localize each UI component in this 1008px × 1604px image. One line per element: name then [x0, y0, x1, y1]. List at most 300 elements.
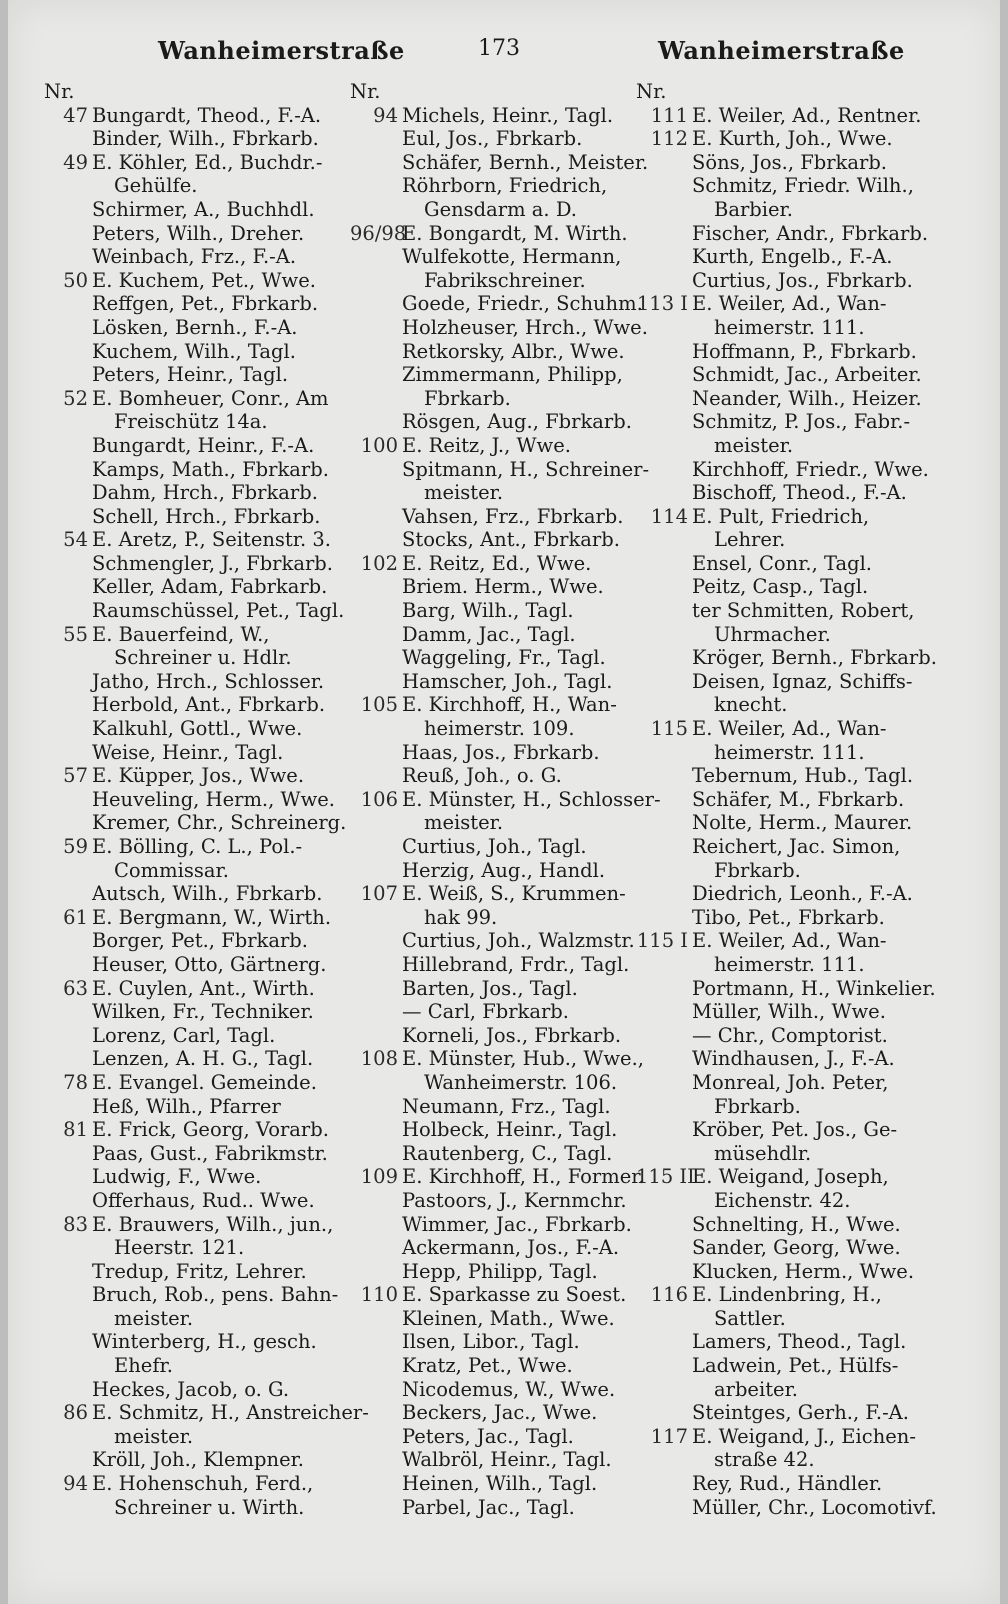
resident-entry: Schmengler, J., Fbrkarb.: [92, 551, 333, 575]
house-number: [636, 575, 692, 599]
list-item: [350, 1307, 650, 1331]
resident-entry: Peitz, Casp., Tagl.: [692, 575, 869, 599]
house-number: [350, 599, 402, 623]
list-item: [44, 151, 354, 175]
list-item: [350, 1260, 650, 1284]
page-header: [8, 30, 1000, 70]
list-item: [636, 859, 956, 883]
list-item: [636, 693, 956, 717]
house-number: [350, 1189, 402, 1213]
house-number: [350, 575, 402, 599]
resident-entry: Rautenberg, C., Tagl.: [402, 1141, 613, 1165]
resident-entry: Keller, Adam, Fabrkarb.: [92, 575, 328, 599]
house-number: [44, 599, 92, 623]
list-item: [350, 127, 650, 151]
house-number: 110: [360, 1283, 398, 1307]
house-number: [636, 410, 692, 434]
list-item: [636, 835, 956, 859]
house-number: [636, 977, 692, 1001]
house-number: [636, 481, 692, 505]
house-number: [636, 1071, 692, 1095]
house-number: [44, 1189, 92, 1213]
house-number: [350, 1095, 402, 1119]
list-item: [636, 1071, 956, 1095]
house-number: 113 I: [636, 292, 688, 316]
house-number: 61: [63, 905, 88, 929]
list-item: [44, 127, 354, 151]
list-item: [350, 1047, 650, 1071]
house-number: 52: [63, 386, 88, 410]
house-number: [44, 670, 92, 694]
resident-entry: Freischütz 14a.: [114, 410, 268, 434]
resident-entry: ter Schmitten, Robert,: [692, 599, 915, 623]
resident-entry: E. Evangel. Gemeinde.: [92, 1070, 317, 1094]
list-item: [44, 458, 354, 482]
house-number: 57: [63, 764, 88, 788]
resident-entry: Barg, Wilh., Tagl.: [402, 599, 574, 623]
house-number: 50: [63, 268, 88, 292]
list-item: [44, 1213, 354, 1237]
house-number: [44, 1330, 92, 1354]
resident-entry: Parbel, Jac., Tagl.: [402, 1495, 575, 1519]
list-item: [350, 906, 650, 930]
resident-entry: Heuveling, Herm., Wwe.: [92, 787, 335, 811]
house-number: [44, 410, 92, 434]
house-number: 107: [360, 882, 398, 906]
list-item: [636, 151, 956, 175]
list-item: [44, 1118, 354, 1142]
list-item: [350, 1378, 650, 1402]
resident-entry: Lenzen, A. H. G., Tagl.: [92, 1047, 314, 1071]
list-item: [636, 811, 956, 835]
column-heading: Nr.: [636, 80, 667, 103]
resident-entry: Curtius, Joh., Walzmstr.: [402, 929, 635, 953]
resident-entry: Retkorsky, Albr., Wwe.: [402, 339, 625, 363]
house-number: 78: [63, 1070, 88, 1094]
list-item: [350, 198, 650, 222]
resident-entry: Kröger, Bernh., Fbrkarb.: [692, 646, 937, 670]
resident-entry: Rey, Rud., Händler.: [692, 1472, 883, 1496]
resident-entry: Weinbach, Frz., F.-A.: [92, 245, 297, 269]
resident-entry: E. Weiler, Ad., Wan-: [692, 717, 887, 741]
list-item: [350, 505, 650, 529]
resident-entry: Wilken, Fr., Techniker.: [92, 1000, 314, 1024]
house-number: [350, 410, 402, 434]
house-number: [44, 552, 92, 576]
resident-entry: heimerstr. 109.: [424, 717, 575, 741]
house-number: [350, 1142, 402, 1166]
house-number: [636, 1496, 692, 1520]
house-number: [44, 1283, 92, 1307]
list-item: [636, 458, 956, 482]
list-item: [44, 882, 354, 906]
house-number: [636, 198, 692, 222]
house-number: [636, 623, 692, 647]
house-number: [44, 1165, 92, 1189]
list-item: [44, 1472, 354, 1496]
column-1: [44, 80, 369, 1519]
list-item: [44, 198, 354, 222]
house-number: [44, 646, 92, 670]
house-number: [44, 1260, 92, 1284]
list-item: [636, 741, 956, 765]
resident-entry: Offerhaus, Rud.. Wwe.: [92, 1188, 315, 1212]
list-item: [636, 1000, 956, 1024]
resident-entry: Winterberg, H., gesch.: [92, 1330, 317, 1354]
house-number: [44, 363, 92, 387]
resident-entry: Ensel, Conr., Tagl.: [692, 551, 873, 575]
resident-entry: Schmitz, P. Jos., Fabr.-: [692, 410, 911, 434]
resident-entry: Heinen, Wilh., Tagl.: [402, 1472, 598, 1496]
resident-entry: Kuchem, Wilh., Tagl.: [92, 339, 296, 363]
resident-entry: Bungardt, Heinr., F.-A.: [92, 433, 315, 457]
list-item: [44, 741, 354, 765]
list-item: [350, 174, 650, 198]
list-item: [350, 1000, 650, 1024]
list-item: [44, 410, 354, 434]
resident-entry: Fbrkarb.: [714, 858, 801, 882]
resident-entry: Peters, Wilh., Dreher.: [92, 221, 305, 245]
house-number: [350, 1472, 402, 1496]
house-number: [44, 245, 92, 269]
list-item: [44, 623, 354, 647]
house-number: [350, 316, 402, 340]
house-number: [350, 151, 402, 175]
house-number: [350, 859, 402, 883]
list-item: [350, 741, 650, 765]
house-number: 105: [360, 693, 398, 717]
list-item: [636, 670, 956, 694]
resident-entry: Schmitz, Friedr. Wilh.,: [692, 174, 914, 198]
list-item: [350, 599, 650, 623]
house-number: [350, 835, 402, 859]
house-number: [636, 1047, 692, 1071]
list-item: [636, 363, 956, 387]
list-item: [350, 481, 650, 505]
resident-entry: Binder, Wilh., Fbrkarb.: [92, 127, 319, 151]
house-number: [636, 222, 692, 246]
house-number: [350, 505, 402, 529]
resident-entry: Hoffmann, P., Fbrkarb.: [692, 339, 917, 363]
house-number: [350, 1307, 402, 1331]
list-item: [350, 316, 650, 340]
house-number: [44, 340, 92, 364]
list-item: [636, 269, 956, 293]
list-item: [44, 811, 354, 835]
house-number: 96/98: [350, 221, 407, 245]
list-item: [636, 1283, 956, 1307]
resident-entry: E. Kurth, Joh., Wwe.: [692, 127, 893, 151]
list-item: [350, 1472, 650, 1496]
house-number: 86: [63, 1401, 88, 1425]
list-item: [350, 1283, 650, 1307]
house-number: 115 II: [636, 1165, 695, 1189]
resident-entry: E. Schmitz, H., Anstreicher-: [92, 1401, 369, 1425]
resident-entry: Dahm, Hrch., Fbrkarb.: [92, 481, 318, 505]
house-number: [350, 1448, 402, 1472]
resident-entry: meister.: [114, 1424, 194, 1448]
resident-entry: E. Bongardt, M. Wirth.: [402, 221, 628, 245]
resident-entry: Borger, Pet., Fbrkarb.: [92, 929, 308, 953]
house-number: [636, 1213, 692, 1237]
house-number: [44, 1307, 92, 1331]
resident-entry: Wimmer, Jac., Fbrkarb.: [402, 1212, 632, 1236]
list-item: [350, 835, 650, 859]
list-item: [44, 953, 354, 977]
house-number: [350, 1260, 402, 1284]
resident-entry: E. Lindenbring, H.,: [692, 1283, 882, 1307]
house-number: [44, 1448, 92, 1472]
list-item: [350, 717, 650, 741]
house-number: [636, 811, 692, 835]
resident-entry: Kröber, Pet. Jos., Ge-: [692, 1118, 898, 1142]
list-item: [350, 1401, 650, 1425]
list-item: [350, 787, 661, 812]
list-item: [350, 363, 650, 387]
resident-entry: E. Aretz, P., Seitenstr. 3.: [92, 528, 331, 552]
list-item: [44, 1095, 354, 1119]
house-number: [350, 646, 402, 670]
house-number: [636, 1142, 692, 1166]
resident-entry: Kröll, Joh., Klempner.: [92, 1448, 305, 1472]
resident-entry: meister.: [424, 481, 504, 505]
house-number: [350, 1236, 402, 1260]
list-item: [636, 1354, 956, 1378]
house-number: 115: [650, 717, 688, 741]
house-number: 116: [650, 1283, 688, 1307]
house-number: [636, 1307, 692, 1331]
resident-entry: arbeiter.: [714, 1377, 798, 1401]
list-item: [44, 1425, 354, 1449]
house-number: [636, 788, 692, 812]
house-number: [44, 717, 92, 741]
resident-entry: E. Kirchhoff, H., Former.: [402, 1165, 645, 1189]
resident-entry: Kurth, Engelb., F.-A.: [692, 245, 893, 269]
house-number: [350, 1071, 402, 1095]
house-number: [636, 1354, 692, 1378]
resident-entry: Schell, Hrch., Fbrkarb.: [92, 504, 321, 528]
resident-entry: Röhrborn, Friedrich,: [402, 174, 608, 198]
house-number: [44, 458, 92, 482]
list-item: [636, 646, 956, 670]
resident-entry: Reffgen, Pet., Fbrkarb.: [92, 292, 319, 316]
list-item: [636, 387, 956, 411]
resident-entry: Hillebrand, Frdr., Tagl.: [402, 952, 630, 976]
house-number: [44, 481, 92, 505]
list-item: [350, 693, 650, 717]
list-item: [636, 410, 956, 434]
list-item: [44, 764, 354, 788]
list-item: [350, 340, 650, 364]
list-item: [44, 1448, 354, 1472]
list-item: [636, 1330, 956, 1354]
house-number: [350, 623, 402, 647]
resident-entry: Monreal, Joh. Peter,: [692, 1070, 889, 1094]
resident-entry: müsehdlr.: [714, 1141, 812, 1165]
list-item: [636, 929, 956, 953]
resident-entry: Klucken, Herm., Wwe.: [692, 1259, 915, 1283]
resident-entry: Curtius, Joh., Tagl.: [402, 835, 587, 858]
list-item: [350, 929, 650, 953]
house-number: [44, 1095, 92, 1119]
list-item: [44, 528, 354, 552]
resident-entry: Waggeling, Fr., Tagl.: [402, 646, 606, 670]
list-item: [636, 174, 956, 198]
resident-entry: Diedrich, Leonh., F.-A.: [692, 882, 913, 906]
resident-entry: Stocks, Ant., Fbrkarb.: [402, 528, 620, 552]
house-number: [636, 1236, 692, 1260]
resident-entry: Lösken, Bernh., F.-A.: [92, 315, 298, 339]
list-item: [44, 859, 354, 883]
house-number: [350, 1024, 402, 1048]
header-street-left: Wanheimerstraße: [158, 36, 405, 65]
house-number: 111: [650, 103, 688, 127]
list-item: [350, 104, 650, 128]
resident-entry: Raumschüssel, Pet., Tagl.: [92, 599, 345, 623]
list-item: [44, 1401, 369, 1425]
list-item: [44, 788, 354, 812]
resident-entry: E. Bergmann, W., Wirth.: [92, 905, 332, 929]
list-item: [636, 1448, 956, 1472]
resident-entry: Ehefr.: [114, 1354, 173, 1378]
list-item: [636, 906, 956, 930]
house-number: [636, 764, 692, 788]
resident-entry: Schirmer, A., Buchhdl.: [92, 197, 315, 221]
list-item: [350, 1071, 650, 1095]
house-number: [44, 811, 92, 835]
list-item: [636, 1401, 956, 1425]
resident-entry: Barbier.: [714, 197, 793, 221]
house-number: [44, 1354, 92, 1378]
house-number: [636, 458, 692, 482]
list-item: [44, 1236, 354, 1260]
list-item: [350, 269, 650, 293]
house-number: [636, 174, 692, 198]
resident-entry: Korneli, Jos., Fbrkarb.: [402, 1023, 622, 1047]
resident-entry: Uhrmacher.: [714, 622, 831, 646]
list-item: [636, 198, 956, 222]
resident-entry: E. Münster, H., Schlosser-: [402, 787, 661, 811]
list-item: [636, 717, 956, 741]
house-number: 115 I: [636, 929, 688, 953]
house-number: [44, 1000, 92, 1024]
house-number: [350, 1000, 402, 1024]
resident-entry: Ladwein, Pet., Hülfs-: [692, 1354, 899, 1378]
house-number: [44, 929, 92, 953]
resident-entry: Reichert, Jac. Simon,: [692, 835, 901, 858]
list-item: [350, 977, 650, 1001]
resident-entry: E. Weigand, Joseph,: [692, 1165, 889, 1189]
list-item: [350, 623, 650, 647]
list-item: [350, 1236, 650, 1260]
house-number: [350, 292, 402, 316]
resident-entry: E. Weiler, Ad., Wan-: [692, 929, 887, 953]
list-item: [636, 1118, 956, 1142]
column-3: [636, 80, 956, 1519]
house-number: [636, 528, 692, 552]
resident-entry: Michels, Heinr., Tagl.: [402, 103, 614, 127]
list-item: [44, 670, 354, 694]
resident-entry: E. Küpper, Jos., Wwe.: [92, 764, 305, 788]
resident-entry: Gehülfe.: [114, 174, 198, 198]
house-number: [636, 245, 692, 269]
list-item: [350, 1496, 650, 1520]
list-item: [636, 528, 956, 552]
list-item: [636, 245, 956, 269]
resident-entry: Ludwig, F., Wwe.: [92, 1165, 262, 1189]
house-number: [636, 434, 692, 458]
resident-entry: E. Bomheuer, Conr., Am: [92, 386, 329, 410]
list-item: [636, 222, 956, 246]
house-number: [350, 1330, 402, 1354]
resident-entry: Bruch, Rob., pens. Bahn-: [92, 1283, 339, 1307]
resident-entry: Sattler.: [714, 1306, 786, 1330]
resident-entry: Heß, Wilh., Pfarrer: [92, 1094, 281, 1118]
resident-entry: Steintges, Gerh., F.-A.: [692, 1401, 909, 1425]
house-number: [350, 127, 402, 151]
directory-page: [8, 0, 1000, 1604]
house-number: [636, 906, 692, 930]
header-street-right: Wanheimerstraße: [658, 36, 905, 65]
house-number: 109: [360, 1165, 398, 1189]
list-item: [636, 1165, 956, 1189]
house-number: 83: [63, 1212, 88, 1236]
resident-entry: Neumann, Frz., Tagl.: [402, 1094, 611, 1118]
resident-entry: Hamscher, Joh., Tagl.: [402, 669, 613, 693]
house-number: 100: [360, 433, 398, 457]
resident-entry: hak 99.: [424, 905, 498, 929]
resident-entry: Peters, Heinr., Tagl.: [92, 363, 289, 387]
list-item: [636, 552, 956, 576]
house-number: [636, 646, 692, 670]
list-item: [636, 882, 956, 906]
list-item: [44, 222, 354, 246]
house-number: [44, 1496, 92, 1520]
house-number: [44, 505, 92, 529]
list-item: [636, 623, 956, 647]
resident-entry: — Chr., Comptorist.: [692, 1023, 888, 1047]
resident-entry: Kleinen, Math., Wwe.: [402, 1306, 615, 1330]
house-number: [44, 859, 92, 883]
list-item: [636, 1307, 956, 1331]
list-item: [350, 1142, 650, 1166]
list-item: [636, 505, 956, 529]
house-number: [44, 292, 92, 316]
resident-entry: Kirchhoff, Friedr., Wwe.: [692, 457, 929, 481]
house-number: [636, 599, 692, 623]
resident-entry: Zimmermann, Philipp,: [402, 363, 623, 387]
house-number: [636, 1448, 692, 1472]
list-item: [44, 717, 354, 741]
resident-entry: E. Bölling, C. L., Pol.-: [92, 835, 303, 858]
house-number: 117: [650, 1424, 688, 1448]
resident-entry: Söns, Jos., Fbrkarb.: [692, 150, 887, 174]
resident-entry: Walbröl, Heinr., Tagl.: [402, 1448, 612, 1472]
resident-entry: E. Weigand, J., Eichen-: [692, 1424, 916, 1448]
list-item: [636, 1213, 956, 1237]
resident-entry: Peters, Jac., Tagl.: [402, 1424, 574, 1448]
list-item: [44, 1024, 354, 1048]
resident-entry: Commissar.: [114, 858, 229, 882]
resident-entry: Tebernum, Hub., Tagl.: [692, 764, 914, 788]
resident-entry: Schnelting, H., Wwe.: [692, 1212, 901, 1236]
house-number: [636, 953, 692, 977]
list-item: [636, 1425, 956, 1449]
list-item: [44, 1047, 354, 1071]
list-item: [44, 387, 354, 411]
list-item: [636, 977, 956, 1001]
list-item: [636, 575, 956, 599]
